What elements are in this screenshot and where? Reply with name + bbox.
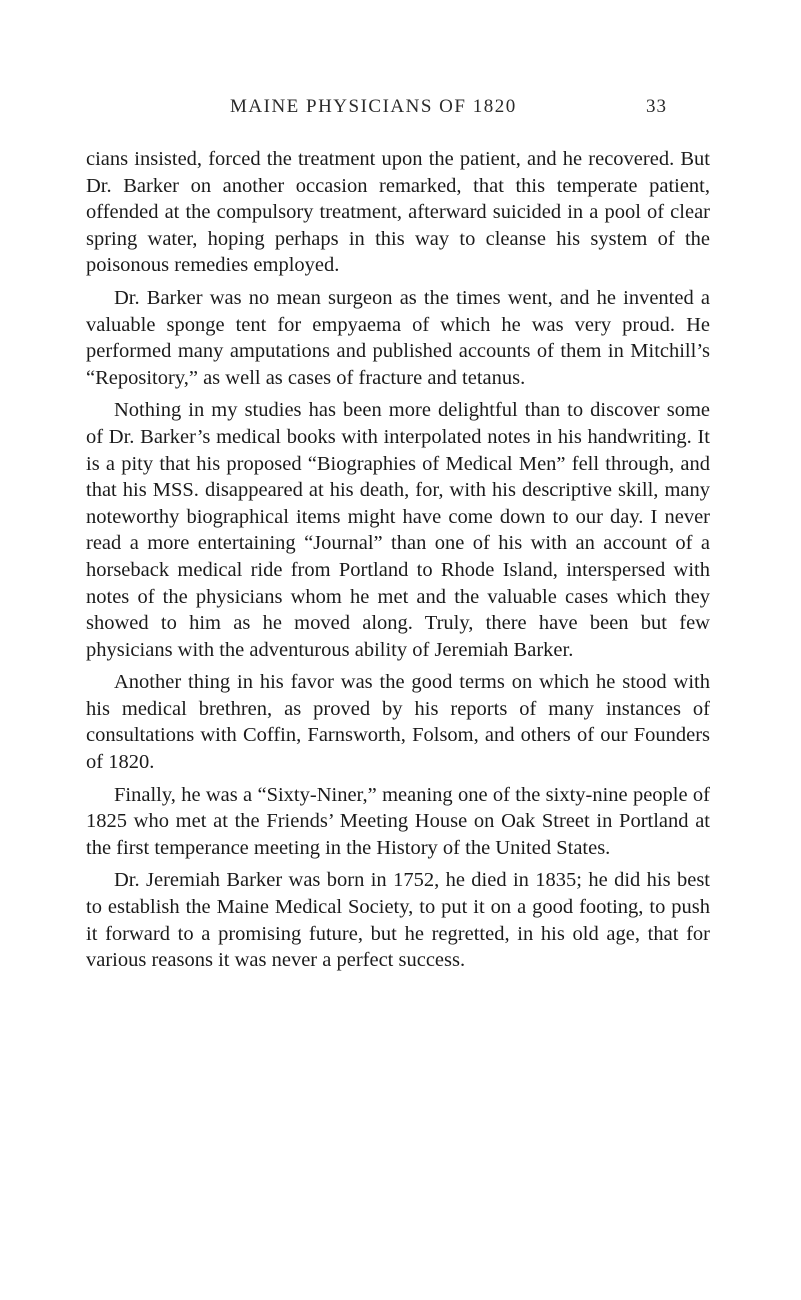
paragraph-medical-brethren: Another thing in his favor was the good terms on which he stood with his medical brethren, as proved by his reports of many instances of consultations with Coffin, Farnsworth, Folsom, and others of our Founders of 1820. <box>86 671 710 774</box>
paragraph-surgeon: Dr. Barker was no mean surgeon as the times went, and he invented a valuable sponge tent for empyaema of which he was very proud. He performed many amputations and published accounts of them in Mitchill’s “Repository,” as well as cases of fracture and tetanus. <box>86 286 710 389</box>
body-text <box>86 146 710 980</box>
running-head <box>0 96 801 120</box>
paragraph-biography-summary: Dr. Jeremiah Barker was born in 1752, he died in 1835; he did his best to establish the Maine Medical Society, to put it on a good footing, to push it forward to a promising future, but he regretted, in his old age, that for various reasons it was never a perfect success. <box>86 869 710 972</box>
paragraph-sixty-niner: Finally, he was a “Sixty-Niner,” meaning one of the sixty-nine people of 1825 who met at the Friends’ Meeting House on Oak Street in Portland at the first temperance meeting in the History of the United States. <box>86 783 710 859</box>
running-title: MAINE PHYSICIANS OF 1820 <box>230 96 517 117</box>
page-number: 33 <box>646 96 667 117</box>
paragraph-continuation: cians insisted, forced the treatment upon the patient, and he recovered. But Dr. Barker on another occasion remarked, that this temperate patient, offended at the compulsory treatment, afterward suicided in a pool of clear spring water, hoping perhaps in this way to cleanse his system of the poisonous remedies employed. <box>86 148 710 277</box>
paragraph-books-and-journal: Nothing in my studies has been more delightful than to discover some of Dr. Barker’s medical books with interpolated notes in his handwriting. It is a pity that his proposed “Biographies of Medical Men” fell through, and that his MSS. disappeared at his death, for, with his descriptive skill, many noteworthy biographical items might have come down to our day. I never read a more entertaining “Journal” than one of his with an account of a horseback medical ride from Portland to Rhode Island, interspersed with notes of the physicians whom he met and the valuable cases which they showed to him as he moved along. Truly, there have been but few physicians with the adventurous ability of Jeremiah Barker. <box>86 399 710 661</box>
